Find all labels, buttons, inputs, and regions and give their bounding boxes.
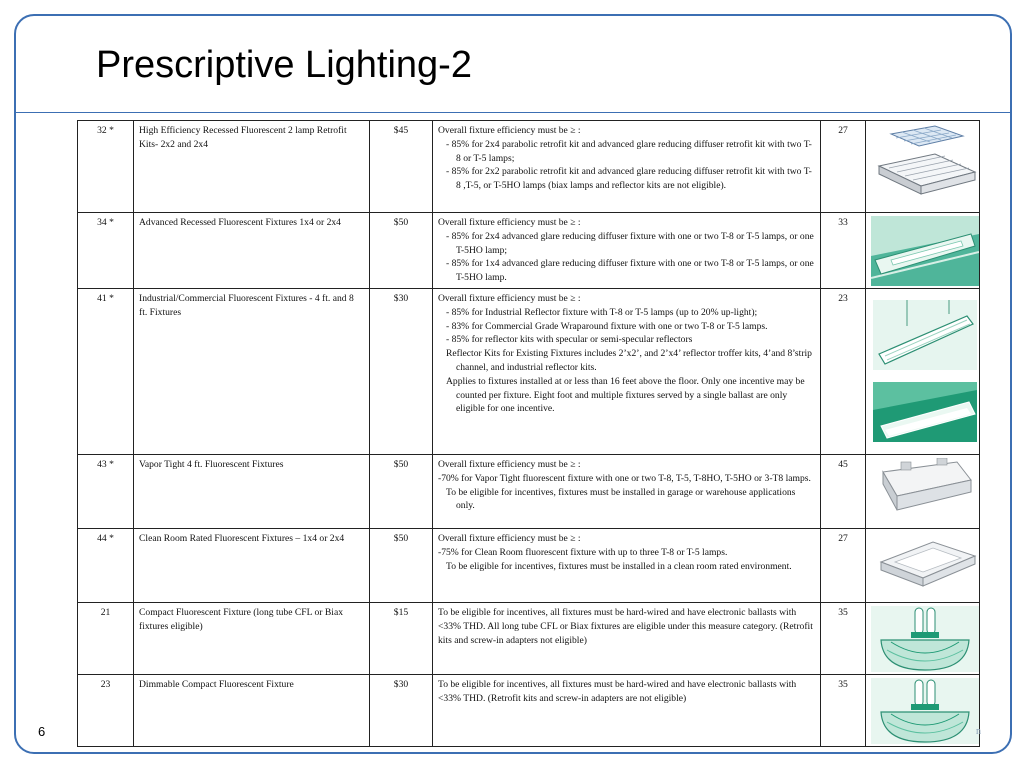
points-value: 33: [821, 213, 866, 289]
table-row: [78, 455, 980, 529]
requirements: [433, 529, 821, 603]
requirements: [433, 455, 821, 529]
requirements: [433, 603, 821, 675]
requirement-line: To be eligible for incentives, all fixtures must be hard-wired and have electronic ballasts with <33% THD. (Retrofit kits and screw-in adapters are not eligible): [438, 679, 797, 704]
requirement-line: Overall fixture efficiency must be ≥ :: [438, 217, 581, 228]
incentive-amount: $15: [370, 603, 433, 675]
points-value: 23: [821, 289, 866, 455]
industrial-fixture-image: [871, 292, 979, 448]
table-row: [78, 121, 980, 213]
measure-id: 21: [78, 603, 134, 675]
requirement-line: To be eligible for incentives, fixtures must be installed in a clean room rated environment.: [446, 560, 792, 572]
points-value: 35: [821, 603, 866, 675]
measure-id: 34 *: [78, 213, 134, 289]
requirement-line: -70% for Vapor Tight fluorescent fixture with one or two T-8, T-5, T-8HO, T-5HO or 3-T8 lamps.: [438, 472, 811, 484]
slide-title: Prescriptive Lighting-2: [96, 44, 472, 86]
requirement-line: - 85% for 2x4 advanced glare reducing diffuser fixture with one or two T-8 or T-5 lamps, or one T-5HO lamp;: [446, 230, 814, 256]
measure-name: Clean Room Rated Fluorescent Fixtures – 1x4 or 2x4: [134, 529, 370, 603]
requirement-line: To be eligible for incentives, all fixtures must be hard-wired and have electronic ballasts with <33% THD. All long tube CFL or Biax fixtures are eligible under this measure category. (Retrofit kits and screw-in adapters not eligible): [438, 607, 813, 646]
measure-name: Vapor Tight 4 ft. Fluorescent Fixtures: [134, 455, 370, 529]
fixture-image-cell: [866, 213, 980, 289]
fixture-image-cell: [866, 121, 980, 213]
fixture-image-cell: [866, 603, 980, 675]
requirement-line: - 85% for 2x4 parabolic retrofit kit and advanced glare reducing diffuser retrofit kit with two T-8 or T-5 lamps;: [446, 138, 812, 164]
table-row: [78, 529, 980, 603]
table-row: [78, 675, 980, 747]
fixture-image-cell: [866, 675, 980, 747]
requirements: [433, 675, 821, 747]
requirement-line: Overall fixture efficiency must be ≥ :: [438, 293, 581, 304]
table-row: [78, 603, 980, 675]
requirement-line: Overall fixture efficiency must be ≥ :: [438, 125, 581, 136]
incentive-amount: $50: [370, 213, 433, 289]
measure-id: 44 *: [78, 529, 134, 603]
measure-id: 23: [78, 675, 134, 747]
measure-id: 43 *: [78, 455, 134, 529]
incentive-amount: $45: [370, 121, 433, 213]
fixture-image-cell: [866, 455, 980, 529]
corner-mark: n: [976, 726, 981, 737]
measure-name: Industrial/Commercial Fluorescent Fixtures - 4 ft. and 8 ft. Fixtures: [134, 289, 370, 455]
measure-name: Compact Fluorescent Fixture (long tube CFL or Biax fixtures eligible): [134, 603, 370, 675]
table-row: [78, 289, 980, 455]
requirements: [433, 213, 821, 289]
requirement-line: Overall fixture efficiency must be ≥ :: [438, 533, 581, 544]
title-divider: [16, 112, 1010, 113]
parabolic-retrofit-kit-image: [871, 124, 979, 210]
page-number: 6: [38, 724, 46, 739]
table-row: [78, 213, 980, 289]
incentive-amount: $50: [370, 455, 433, 529]
measure-name: Dimmable Compact Fluorescent Fixture: [134, 675, 370, 747]
requirement-line: Overall fixture efficiency must be ≥ :: [438, 459, 581, 470]
requirements: [433, 121, 821, 213]
requirement-line: - 85% for 2x2 parabolic retrofit kit and advanced glare reducing diffuser retrofit kit with two T-8 ,T-5, or T-5HO lamps (biax lamps and reflector kits are not eligible).: [446, 166, 812, 192]
requirement-line: - 85% for 1x4 advanced glare reducing diffuser fixture with one or two T-8 or T-5 lamps, or one T-5HO lamp.: [446, 258, 814, 284]
fixture-image-cell: [866, 289, 980, 455]
requirement-line: Applies to fixtures installed at or less than 16 feet above the floor. Only one incentive may be counted per fixture. Eight foot and multiple fixtures served by a single ballast are only eligible for one incentive.: [446, 375, 805, 415]
measure-id: 41 *: [78, 289, 134, 455]
incentive-amount: $30: [370, 675, 433, 747]
points-value: 45: [821, 455, 866, 529]
vapor-tight-fixture-image: [871, 458, 979, 522]
requirement-line: - 85% for Industrial Reflector fixture with T-8 or T-5 lamps (up to 20% up-light);: [446, 306, 758, 318]
requirement-line: -75% for Clean Room fluorescent fixture with up to three T-8 or T-5 lamps.: [438, 546, 728, 558]
points-value: 27: [821, 121, 866, 213]
fixture-image-cell: [866, 529, 980, 603]
recessed-fixture-image: [871, 216, 979, 286]
requirement-line: - 83% for Commercial Grade Wraparound fixture with one or two T-8 or T-5 lamps.: [446, 320, 768, 332]
requirements: [433, 289, 821, 455]
measure-name: Advanced Recessed Fluorescent Fixtures 1x4 or 2x4: [134, 213, 370, 289]
clean-room-fixture-image: [871, 532, 979, 596]
points-value: 35: [821, 675, 866, 747]
measure-name: High Efficiency Recessed Fluorescent 2 lamp Retrofit Kits- 2x2 and 2x4: [134, 121, 370, 213]
compact-fluorescent-image: [871, 678, 979, 744]
requirement-line: - 85% for reflector kits with specular or semi-specular reflectors: [446, 334, 693, 346]
incentive-amount: $30: [370, 289, 433, 455]
points-value: 27: [821, 529, 866, 603]
compact-fluorescent-image: [871, 606, 979, 672]
incentive-amount: $50: [370, 529, 433, 603]
measure-id: 32 *: [78, 121, 134, 213]
measures-table: [77, 120, 980, 747]
requirement-line: To be eligible for incentives, fixtures must be installed in garage or warehouse applications only.: [446, 486, 796, 512]
requirement-line: Reflector Kits for Existing Fixtures includes 2’x2’, and 2’x4’ reflector troffer kits, 4’and 8’strip channel, and industrial reflector kits.: [446, 348, 812, 373]
